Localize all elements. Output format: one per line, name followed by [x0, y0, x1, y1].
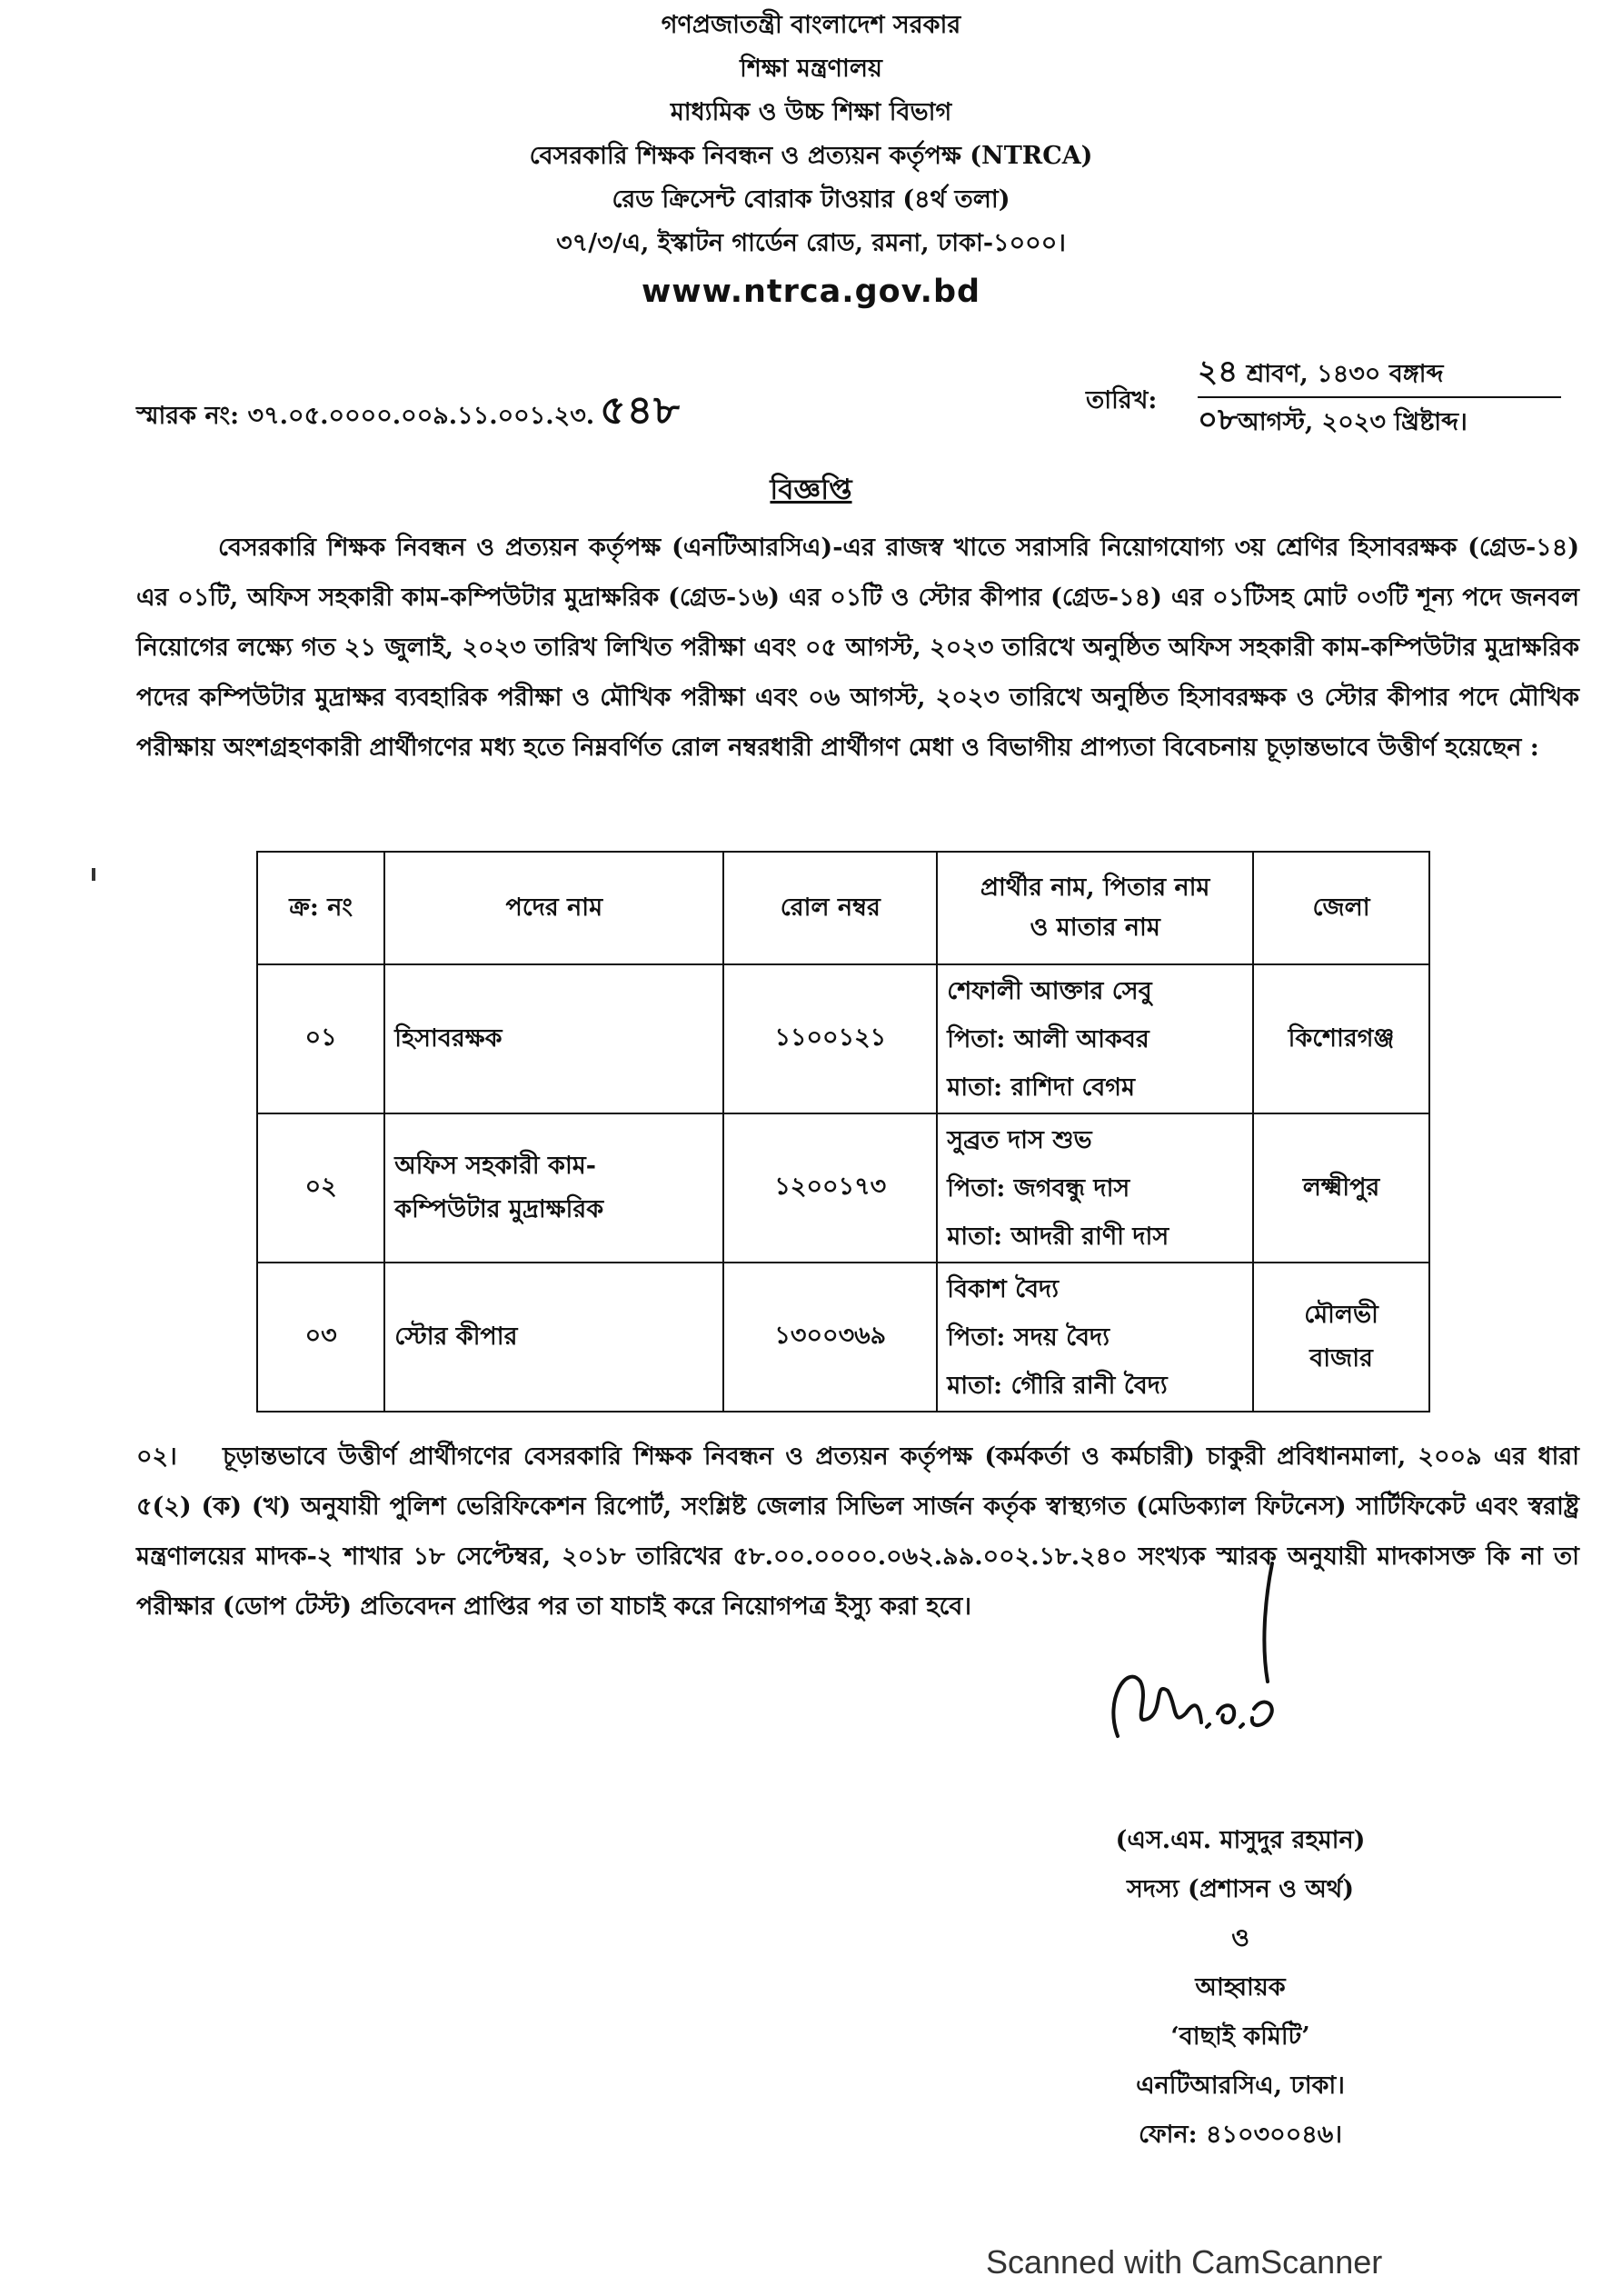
scan-speck	[92, 868, 95, 881]
district-line-1: মৌলভী	[1304, 1301, 1378, 1329]
bangla-day-handwritten: ২৪	[1198, 354, 1239, 390]
row-roll: ১১০০১২১	[723, 964, 937, 1113]
signatory-phone: ফোন: ৪১০৩০০৪৬।	[1139, 2121, 1342, 2149]
bangla-date	[1198, 350, 1561, 396]
post-line-1: হিসাবরক্ষক	[394, 1024, 503, 1053]
header-candidate-info	[937, 852, 1253, 964]
row-district	[1253, 1263, 1429, 1412]
header-roll: রোল নম্বর	[723, 852, 937, 964]
results-table	[256, 851, 1430, 1413]
signatory-role: আহ্বায়ক	[1195, 1973, 1286, 2002]
candidate-father: পিতা: আলী আকবর	[947, 1024, 1149, 1053]
notice-paragraph-1: বেসরকারি শিক্ষক নিবন্ধন ও প্রত্যয়ন কর্তৃপক্ষ (এনটিআরসিএ)-এর রাজস্ব খাতে সরাসরি নিয়োগযোগ্য ৩য় শ্রেণির হিসাবরক্ষক (গ্রেড-১৪) এর ০১টি, অফিস সহকারী কাম-কম্পিউটার মুদ্রাক্ষরিক (গ্রেড-১৬) এর ০১টি ও স্টোর কীপার (গ্রেড-১৪) এর ০১টিসহ মোট ০৩টি শূন্য পদে জনবল নিয়োগের লক্ষ্যে গত ২১ জুলাই, ২০২৩ তারিখ লিখিত পরীক্ষা এবং ০৫ আগস্ট, ২০২৩ তারিখে অনুষ্ঠিত অফিস সহকারী কাম-কম্পিউটার মুদ্রাক্ষরিক পদের কম্পিউটার মুদ্রাক্ষর ব্যবহারিক পরীক্ষা ও মৌখিক পরীক্ষা এবং ০৬ আগস্ট, ২০২৩ তারিখে অনুষ্ঠিত হিসাবরক্ষক ও স্টোর কীপার পদে মৌখিক পরীক্ষায় অংশগ্রহণকারী প্রার্থীগণের মধ্য হতে নিম্নবর্ণিত রোল নম্বরধারী প্রার্থীগণ মেধা ও বিভাগীয় প্রাপ্যতা বিবেচনায় চূড়ান্তভাবে উত্তীর্ণ হয়েছেন :	[136, 534, 1579, 762]
gregorian-date	[1198, 396, 1561, 444]
candidate-name: বিকাশ বৈদ্য	[947, 1274, 1060, 1303]
row-candidate-info	[937, 1263, 1253, 1412]
header-info-line-2: ও মাতার নাম	[1030, 913, 1160, 942]
row-candidate-info	[937, 1113, 1253, 1263]
bangla-date-rest: শ্রাবণ, ১৪৩০ বঙ্গাব্দ	[1238, 360, 1444, 388]
signatory-block	[986, 1816, 1495, 2160]
row-district	[1253, 964, 1429, 1113]
signatory-committee: ‘বাছাই কমিটি’	[1170, 2022, 1310, 2051]
candidate-mother: মাতা: আদরী রাণী দাস	[947, 1222, 1169, 1251]
gregorian-day-handwritten: ০৮	[1198, 402, 1239, 438]
division-name: মাধ্যমিক ও উচ্চ শিক্ষা বিভাগ	[670, 98, 952, 126]
row-serial: ০১	[257, 964, 384, 1113]
signatory-organization: এনটিআরসিএ, ঢাকা।	[1136, 2071, 1345, 2100]
row-roll: ১২০০১৭৩	[723, 1113, 937, 1263]
header-district: জেলা	[1253, 852, 1429, 964]
paragraph-number: ০২।	[136, 1442, 177, 1471]
notice-paragraph-2	[136, 1432, 1579, 1632]
candidate-father: পিতা: জগবন্ধু দাস	[947, 1173, 1130, 1203]
candidate-mother: মাতা: রাশিদা বেগম	[947, 1073, 1135, 1102]
row-serial: ০৩	[257, 1263, 384, 1412]
govt-name: গণপ্রজাতন্ত্রী বাংলাদেশ সরকার	[661, 11, 961, 39]
header-post: পদের নাম	[384, 852, 723, 964]
row-serial: ০২	[257, 1113, 384, 1263]
signatory-conjunction: ও	[1231, 1924, 1249, 1952]
candidate-mother: মাতা: গৌরি রানী বৈদ্য	[947, 1371, 1168, 1400]
scanner-watermark: Scanned with CamScanner	[986, 2243, 1383, 2281]
date-block	[1198, 350, 1561, 444]
table-row	[257, 964, 1429, 1113]
notice-title: বিজ্ঞপ্তি	[770, 474, 852, 506]
row-post	[384, 1263, 723, 1412]
ministry-name: শিক্ষা মন্ত্রণালয়	[740, 55, 882, 83]
gregorian-date-rest: আগস্ট, ২০২৩ খ্রিষ্টাব্দ।	[1238, 408, 1468, 436]
post-line-1: স্টোর কীপার	[394, 1323, 518, 1351]
row-roll: ১৩০০৩৬৯	[723, 1263, 937, 1412]
memo-handwritten-number: ৫৪৮	[600, 387, 681, 434]
authority-name: বেসরকারি শিক্ষক নিবন্ধন ও প্রত্যয়ন কর্তৃপক্ষ (NTRCA)	[529, 142, 1093, 170]
header-serial: ক্র: নং	[257, 852, 384, 964]
handwritten-signature	[1100, 1545, 1290, 1763]
row-post	[384, 1113, 723, 1263]
row-post	[384, 964, 723, 1113]
district-line-2: বাজার	[1309, 1344, 1373, 1373]
paragraph-2-text: চূড়ান্তভাবে উত্তীর্ণ প্রার্থীগণের বেসরকারি শিক্ষক নিবন্ধন ও প্রত্যয়ন কর্তৃপক্ষ (কর্মকর্তা ও কর্মচারী) চাকুরী প্রবিধানমালা, ২০০৯ এর ধারা ৫(২) (ক) (খ) অনুযায়ী পুলিশ ভেরিফিকেশন রিপোর্ট, সংশ্লিষ্ট জেলার সিভিল সার্জন কর্তৃক স্বাস্থ্যগত (মেডিক্যাল ফিটনেস) সার্টিফিকেট এবং স্বরাষ্ট্র মন্ত্রণালয়ের মাদক-২ শাখার ১৮ সেপ্টেম্বর, ২০১৮ তারিখের ৫৮.০০.০০০০.০৬২.৯৯.০০২.১৮.২৪০ সংখ্যক স্মারক অনুযায়ী মাদকাসক্ত কি না তা পরীক্ষার (ডোপ টেস্ট) প্রতিবেদন প্রাপ্তির পর তা যাচাই করে নিয়োগপত্র ইস্যু করা হবে।	[136, 1442, 1579, 1621]
street-address: ৩৭/৩/এ, ইস্কাটন গার্ডেন রোড, রমনা, ঢাকা-১০০০।	[556, 229, 1066, 257]
candidate-father: পিতা: সদয় বৈদ্য	[947, 1323, 1110, 1352]
table-row	[257, 1113, 1429, 1263]
signatory-name: (এস.এম. মাসুদুর রহমান)	[1115, 1826, 1366, 1854]
header-info-line-1: প্রার্থীর নাম, পিতার নাম	[980, 873, 1210, 902]
signatory-designation: সদস্য (প্রশাসন ও অর্থ)	[1126, 1875, 1355, 1903]
memo-label: স্মারক নং: ৩৭.০৫.০০০০.০০৯.১১.০০১.২৩.	[136, 402, 595, 430]
table-row	[257, 1263, 1429, 1412]
row-district	[1253, 1113, 1429, 1263]
district-line-1: লক্ষ্মীপুর	[1302, 1173, 1380, 1202]
table-header-row	[257, 852, 1429, 964]
post-line-1: অফিস সহকারী কাম-	[394, 1152, 596, 1180]
district-line-1: কিশোরগঞ্জ	[1288, 1024, 1395, 1053]
row-candidate-info	[937, 964, 1253, 1113]
post-line-2: কম্পিউটার মুদ্রাক্ষরিক	[394, 1195, 604, 1223]
website-link[interactable]: www.ntrca.gov.bd	[641, 274, 981, 310]
date-label: তারিখ:	[1086, 386, 1158, 414]
candidate-name: সুব্রত দাস শুভ	[947, 1125, 1092, 1154]
memo-number	[136, 380, 681, 446]
letterhead	[0, 4, 1622, 318]
candidate-name: শেফালী আক্তার সেবু	[947, 976, 1152, 1005]
building-address: রেড ক্রিসেন্ট বোরাক টাওয়ার (৪র্থ তলা)	[612, 185, 1010, 214]
